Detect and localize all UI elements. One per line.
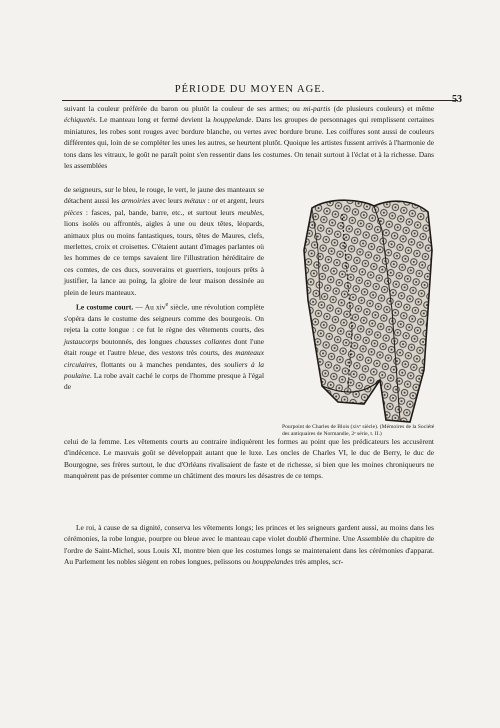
text-run: et l'autre [96,348,129,358]
running-head: PÉRIODE DU MOYEN AGE. [174,84,326,95]
term-houppelandes: houppelandes [252,557,294,567]
paragraph-armoiries [64,184,264,393]
text-run: . La robe avait caché le corps de l'homme presque à l'égal de [64,370,264,392]
term-justaucorps: justaucorps [64,336,99,346]
text-run: très amples, scr- [293,557,344,567]
term-bleue: bleue [128,348,145,358]
text-run: — Au xiv [133,302,166,312]
pourpoint-illustration [282,190,440,426]
term-armoiries: armoiries [121,196,151,206]
header-rule [62,100,458,101]
text-run: dont l'une était [64,336,264,358]
superscript: e [165,302,169,309]
term-vestons: vestons [161,348,184,358]
term-mi-partis: mi-partis [303,104,331,113]
text-run: Le roi, à cause de sa dignité, conserva les vêtements longs; les princes et les seigneurs gardent aussi, au moins dans les cérémonies, la robe longue, pourpre ou bleue avec le manteau cape violet doublé d'hermine. Une Assemblée du chapitre de l'ordre de Saint-Michel, sous Louis XI, montre bien que les costumes longs se maintenaient dans les cérémonies d'apparat. Au Parlement les nobles siègent en robes longues, pelissons ou [64,523,434,567]
text-run: : or et argent, leurs [205,196,264,206]
text-run: , lions isolés ou affrontés, aigles à une ou deux têtes, léopards, animaux plus ou moins fantastiques, tours, têtes de Maures, clefs, merlettes, croix et croisettes. C'étaient autant d'images parlantes où les hommes de ce temps savaient lire l'illustration héréditaire de ces comtes, de ces ducs, souverains et guerriers, toujours prêts à justifier, la lance au poing, la gloire de leur maison dessinée au plein de leurs manteaux. [64,207,264,297]
paragraph-colors [64,103,434,171]
term-houppelande: houppelande [213,115,252,125]
text-run: (de plusieurs couleurs) et même [330,104,434,113]
paragraph-vetements-courts [64,436,434,482]
term-meubles: meubles [237,207,263,217]
text-run: celui de la femme. Les vêtements courts au contraire indiquèrent les formes au point que les prédicateurs les accusèrent d'indécence. Le mauvais goût se développait autant que le luxe. Les oncles de Charles VI, le duc de Berry, le duc de Bourgogne, ses frères surtout, le duc d'Orléans rivalisaient de faste et de richesse, si bien que les moines chroniqueurs ne manquèrent pas de présenter comme un châtiment des mœurs les désastres de ce temps. [64,437,434,481]
section-heading: Le costume court. [76,302,134,312]
text-run: . Le manteau long et fermé devient la [95,115,214,125]
term-rouge: rouge [79,348,97,358]
term-manteaux: manteaux circulaires [64,348,264,369]
term-souliers: souliers à la poulaine [64,359,264,380]
text-run: : fasces, pal, bande, barre, etc., et surtout leurs [82,207,238,217]
text-run: . Dans les groupes de personnages qui remplissent certaines miniatures, les robes sont rouges avec bordure blanche, ou vertes avec bordure brune. Les coiffures sont aussi de couleurs différentes qui, loin de se compléter les unes les autres, se heurtent plutôt. Quoique les artistes fussent arrivés à l'harmonie de tons dans les vitraux, le goût ne paraît point s'en ressentir dans les costumes. On tenait surtout à l'éclat et à la richesse. Dans les assemblées [64,115,435,171]
text-run: siècle, une révolution complète s'opéra dans le costume des seigneurs comme des bourgeois. On rejeta la cotte longue : ce fut le règne des vêtements courts, des [64,302,264,335]
term-chausses: chausses collantes [175,336,232,346]
paragraph-vetements-longs [64,522,434,568]
text-run: très courts, des [183,348,236,358]
figure-caption: Pourpoint de Charles de Blois (xivᵉ siècle). (Mémoires de la Société des antiquaires de Normandie, 2ᵉ série, t. II.) [282,424,435,437]
page-number: 53 [452,94,462,105]
term-echiquetes: échiquetés [64,115,96,125]
text-run: suivant la couleur préférée du baron ou plutôt la couleur de ses armes; ou [64,104,304,113]
text-run: boutonnés, des longues [98,336,176,346]
text-run: , des [144,348,162,358]
term-metaux: métaux [184,196,206,206]
text-run: avec leurs [150,196,185,206]
text-run: , flottants ou à manches pendantes, des [95,359,225,369]
text-run: de seigneurs, sur le bleu, le rouge, le vert, le jaune des manteaux se détachent aussi les [64,185,264,206]
term-pieces: pièces [64,207,83,217]
